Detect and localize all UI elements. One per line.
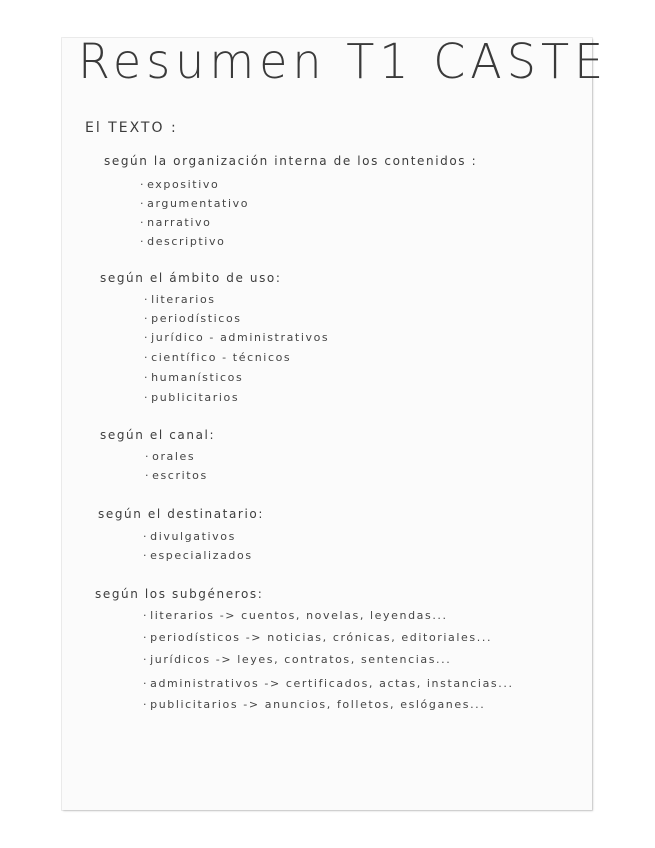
list-item: · literarios (144, 293, 216, 306)
section-title-canal: según el canal: (100, 428, 216, 442)
list-item: · humanísticos (144, 371, 244, 384)
list-item: · especializados (143, 549, 253, 562)
section-title-organizacion: según la organización interna de los contenidos : (104, 154, 478, 168)
list-item: · divulgativos (143, 530, 236, 543)
main-heading: El TEXTO : (85, 120, 178, 136)
list-item: · argumentativo (140, 197, 250, 210)
list-item: · escritos (145, 469, 208, 482)
list-item: · narrativo (140, 216, 212, 229)
list-item: · descriptivo (140, 235, 226, 248)
list-item: · orales (145, 450, 196, 463)
section-title-subgeneros: según los subgéneros: (95, 587, 264, 601)
list-item: · publicitarios (144, 391, 240, 404)
list-item: · periodísticos (144, 312, 242, 325)
list-item: · jurídicos -> leyes, contratos, sentencias... (143, 653, 452, 666)
list-item: · jurídico - administrativos (144, 331, 330, 344)
list-item: · literarios -> cuentos, novelas, leyendas... (143, 609, 448, 622)
list-item: · periodísticos -> noticias, crónicas, editoriales... (143, 631, 493, 644)
list-item: · expositivo (140, 178, 220, 191)
page-title: Resumen T1 CASTE (78, 32, 609, 90)
section-title-destinatario: según el destinatario: (98, 507, 264, 521)
list-item: · publicitarios -> anuncios, folletos, eslóganes... (143, 698, 486, 711)
list-item: · administrativos -> certificados, actas, instancias... (143, 677, 514, 690)
list-item: · científico - técnicos (144, 351, 292, 364)
section-title-ambito: según el ámbito de uso: (100, 271, 282, 285)
